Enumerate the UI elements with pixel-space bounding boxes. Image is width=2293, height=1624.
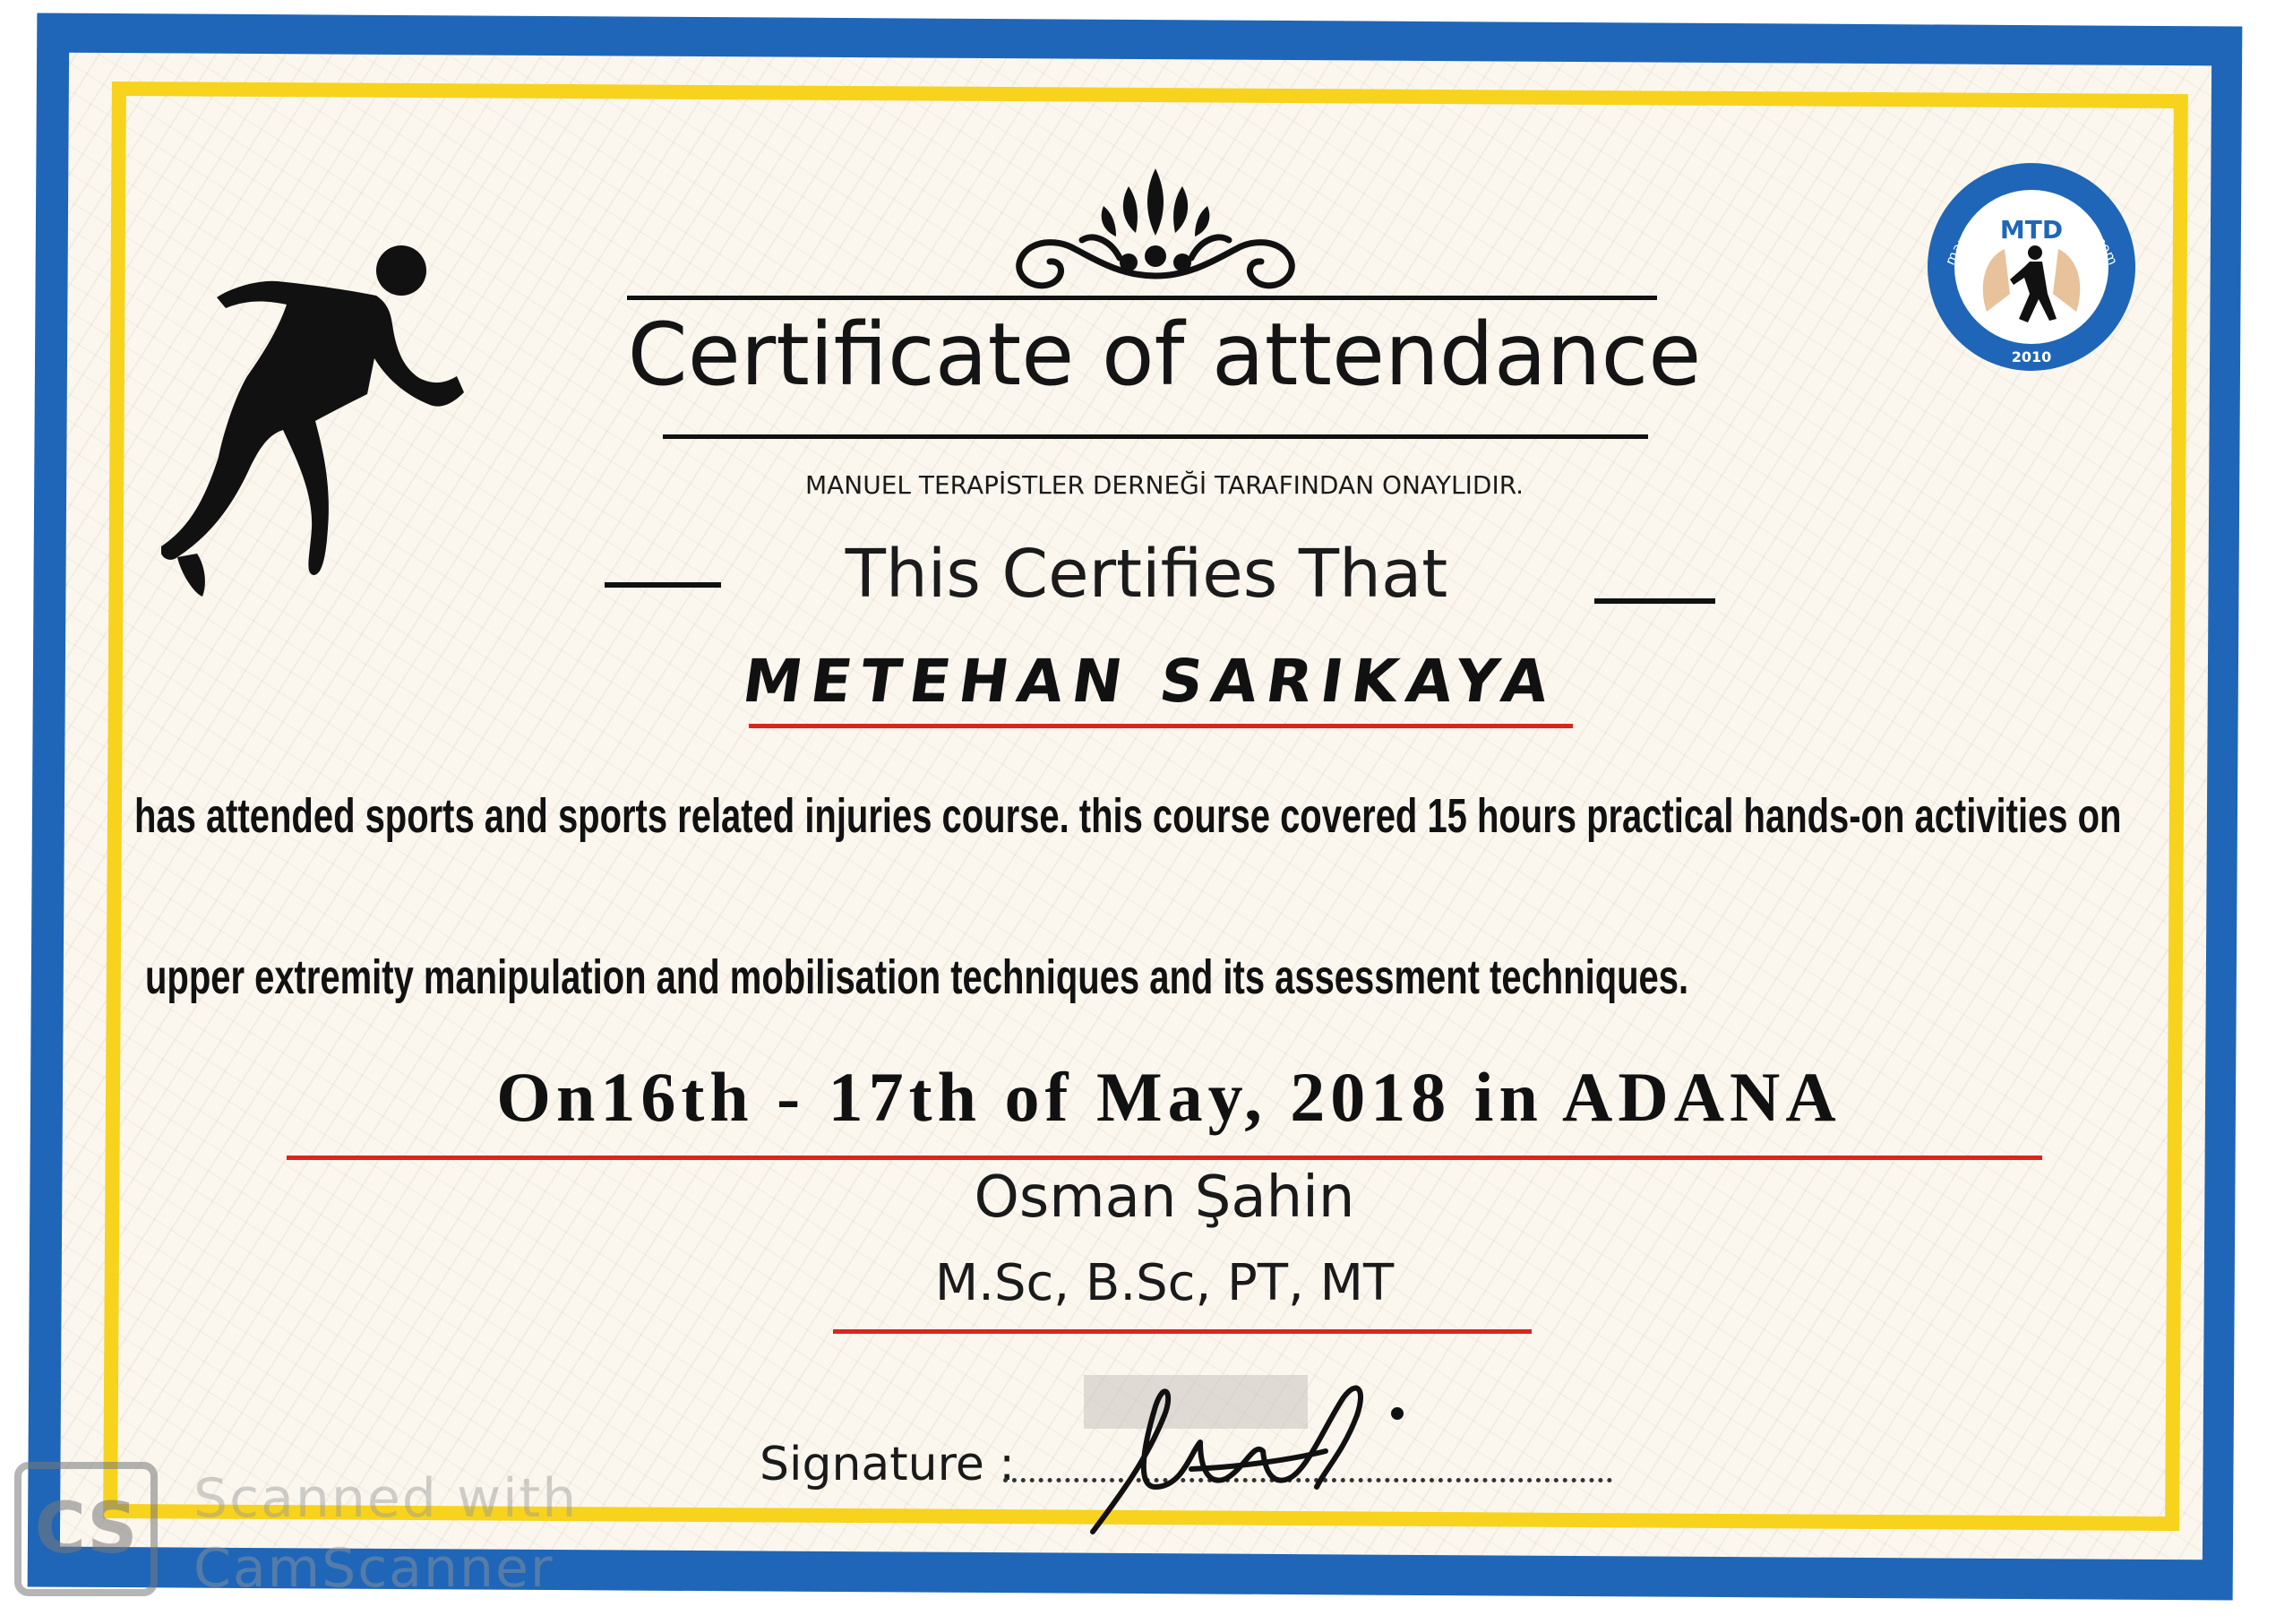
course-description-line-1: has attended sports and sports related injuries course. this course covered 15 hours practical hands-on activities on <box>134 789 2122 843</box>
camscanner-watermark <box>14 1462 605 1614</box>
runner-silhouette-icon <box>161 242 484 600</box>
certifies-heading: This Certifies That <box>845 536 1448 613</box>
recipient-underline <box>749 724 1573 728</box>
signer-credentials: M.Sc, B.Sc, PT, MT <box>934 1254 1395 1312</box>
event-date-location: On16th - 17th of May, 2018 in ADANA <box>496 1058 1842 1136</box>
certificate-title: Certificate of attendance <box>627 305 1702 405</box>
credentials-underline <box>833 1329 1532 1334</box>
logo-ring-text: manuelterapistlerdernegi.com <box>1941 198 2122 268</box>
approval-statement: MANUEL TERAPİSTLER DERNEĞİ TARAFINDAN ONAYLIDIR. <box>804 470 1524 500</box>
ornamental-flourish-icon <box>985 150 1326 294</box>
certifies-left-dash <box>605 582 721 588</box>
title-top-rule <box>627 296 1657 300</box>
watermark-line-2: CamScanner <box>193 1537 554 1600</box>
handwritten-signature <box>1057 1353 1433 1541</box>
signer-name: Osman Şahin <box>974 1164 1355 1231</box>
course-description-line-2: upper extremity manipulation and mobilisation techniques and its assessment techniques. <box>145 950 1689 1004</box>
mtd-logo-seal <box>1924 159 2139 374</box>
camscanner-logo-icon: CS <box>14 1462 158 1596</box>
recipient-name: METEHAN SARIKAYA <box>738 647 1562 716</box>
logo-initials: MTD <box>1999 215 2064 245</box>
certifies-right-dash <box>1594 598 1715 604</box>
title-bottom-rule <box>663 434 1648 439</box>
signature-label: Signature : <box>760 1438 1015 1491</box>
logo-year: 2010 <box>2011 348 2052 365</box>
watermark-line-1: Scanned with <box>193 1467 579 1530</box>
date-underline <box>287 1156 2042 1160</box>
